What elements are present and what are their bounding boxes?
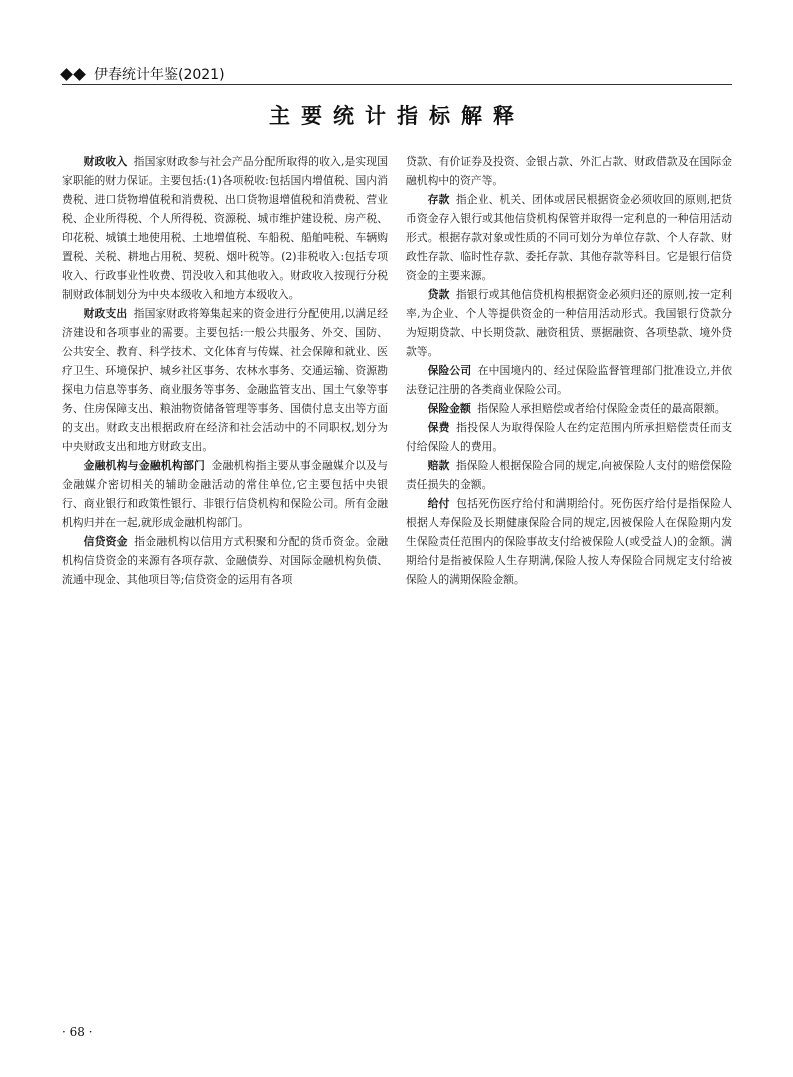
diamond-icon <box>73 68 86 81</box>
definition-paragraph <box>406 399 732 418</box>
header-rule <box>62 84 732 85</box>
definition-text: 指银行或其他信贷机构根据资金必须归还的原则,按一定利率,为企业、个人等提供资金的一种信用活动形式。我国银行贷款分为短期贷款、中长期贷款、融资租赁、票据融资、各项垫款、境外贷款等。 <box>406 288 733 358</box>
definition-text: 指国家财政参与社会产品分配所取得的收入,是实现国家职能的财力保证。主要包括:(1)各项税收:包括国内增值税、国内消费税、进口货物增值税和消费税、出口货物退增值税和消费税、营业税、企业所得税、个人所得税、资源税、城市维护建设税、房产税、印花税、城镇土地使用税、土地增值税、车船税、船舶吨税、车辆购置税、关税、耕地占用税、契税、烟叶税等。(2)非税收入:包括专项收入、行政事业性收费、罚没收入和其他收入。财政收入按现行分税制财政体制划分为中央本级收入和地方本级收入。 <box>62 155 389 301</box>
running-header <box>62 63 732 85</box>
definition-term: 赔款 <box>427 459 450 472</box>
definition-paragraph <box>62 152 388 304</box>
definition-paragraph <box>62 304 388 456</box>
definition-text: 指国家财政将筹集起来的资金进行分配使用,以满足经济建设和各项事业的需要。主要包括:一般公共服务、外交、国防、公共安全、教育、科学技术、文化体育与传媒、社会保障和就业、医疗卫生、环境保护、城乡社区事务、农林水事务、交通运输、资源勘探电力信息等事务、商业服务等事务、金融监管支出、国土气象等事务、住房保障支出、粮油物资储备管理等事务、国债付息支出等方面的支出。财政支出根据政府在经济和社会活动中的不同职权,划分为中央财政支出和地方财政支出。 <box>62 307 389 453</box>
definition-paragraph <box>62 456 388 532</box>
definition-paragraph <box>406 361 732 399</box>
definition-term: 金融机构与金融机构部门 <box>83 459 206 472</box>
definition-term: 保费 <box>427 421 450 434</box>
definition-term: 存款 <box>427 193 450 206</box>
definition-paragraph-continued <box>406 152 732 190</box>
definition-text: 指企业、机关、团体或居民根据资金必须收回的原则,把货币资金存入银行或其他信贷机构保管并取得一定利息的一种信用活动形式。根据存款对象或性质的不同可划分为单位存款、个人存款、财政性存款、临时性存款、委托存款、其他存款等科目。它是银行信贷资金的主要来源。 <box>406 193 733 282</box>
definition-paragraph <box>406 494 732 589</box>
definition-paragraph <box>406 190 732 285</box>
right-column <box>406 152 732 589</box>
definition-term: 保险公司 <box>427 364 472 377</box>
definition-term: 财政收入 <box>83 155 128 168</box>
definition-paragraph <box>406 285 732 361</box>
page-number: · 68 · <box>62 1025 93 1039</box>
left-column <box>62 152 388 589</box>
definition-text: 指保险人根据保险合同的规定,向被保险人支付的赔偿保险责任损失的金额。 <box>406 459 733 491</box>
definition-term: 给付 <box>427 497 450 510</box>
definition-text: 指保险人承担赔偿或者给付保险金责任的最高限额。 <box>477 402 726 415</box>
definition-text: 指投保人为取得保险人在约定范围内所承担赔偿责任而支付给保险人的费用。 <box>406 421 733 453</box>
definition-text: 金融机构指主要从事金融媒介以及与金融媒介密切相关的辅助金融活动的常住单位,它主要包括中央银行、商业银行和政策性银行、非银行信贷机构和保险公司。所有金融机构归并在一起,就形成金融机构部门。 <box>62 459 389 529</box>
definition-text: 指金融机构以信用方式积聚和分配的货币资金。金融机构信贷资金的来源有各项存款、金融债券、对国际金融机构负债、流通中现金、其他项目等;信贷资金的运用有各项 <box>62 535 389 586</box>
definition-term: 贷款 <box>427 288 450 301</box>
page-title: 主要统计指标解释 <box>269 104 525 128</box>
definition-paragraph <box>62 532 388 589</box>
definition-term: 保险金额 <box>427 402 471 415</box>
definition-text: 贷款、有价证券及投资、金银占款、外汇占款、财政借款及在国际金融机构中的资产等。 <box>406 155 732 187</box>
definition-paragraph <box>406 418 732 456</box>
definition-term: 信贷资金 <box>83 535 128 548</box>
diamond-icon <box>60 68 73 81</box>
yearbook-title: 伊春统计年鉴(2021) <box>94 67 225 83</box>
definition-text: 包括死伤医疗给付和满期给付。死伤医疗给付是指保险人根据人寿保险及长期健康保险合同的规定,因被保险人在保险期内发生保险责任范围内的保险事故支付给被保险人(或受益人)的金额。满期给付是指被保险人生存期满,保险人按人寿保险合同规定支付给被保险人的满期保险金额。 <box>406 497 733 586</box>
definition-paragraph <box>406 456 732 494</box>
definition-text: 在中国境内的、经过保险监督管理部门批准设立,并依法登记注册的各类商业保险公司。 <box>406 364 733 396</box>
definition-term: 财政支出 <box>83 307 128 320</box>
